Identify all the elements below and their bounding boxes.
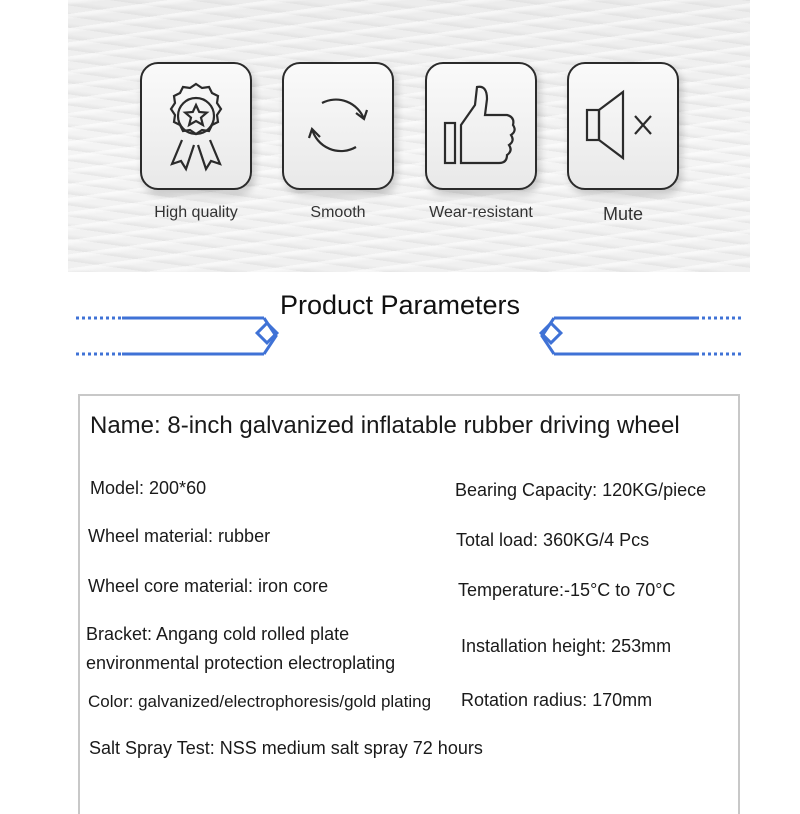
feature-wear-resistant — [425, 62, 537, 221]
right-divider-ornament — [522, 310, 742, 360]
feature-label: High quality — [154, 204, 238, 221]
param-model: Model: 200*60 — [90, 478, 207, 498]
param-rotation-radius: Rotation radius: 170mm — [461, 690, 653, 710]
section-header — [0, 280, 800, 370]
param-wheel-core: Wheel core material: iron core — [88, 576, 329, 596]
feature-icon-box — [567, 62, 679, 190]
parameters-table — [78, 394, 740, 814]
param-wheel-material: Wheel material: rubber — [88, 526, 271, 546]
feature-label: Smooth — [310, 204, 366, 221]
rotate-arrows-icon — [298, 81, 378, 171]
param-color: Color: galvanized/electrophoresis/gold plating — [88, 692, 432, 711]
section-title: Product Parameters — [279, 290, 521, 320]
thumbs-up-icon — [441, 81, 521, 171]
feature-high-quality — [140, 62, 252, 221]
param-salt-spray: Salt Spray Test: NSS medium salt spray 72 hours — [89, 738, 483, 758]
feature-icon-box — [282, 62, 394, 190]
feature-icon-box — [425, 62, 537, 190]
speaker-mute-icon — [583, 86, 663, 166]
param-bracket — [86, 620, 426, 678]
param-total-load: Total load: 360KG/4 Pcs — [456, 530, 650, 550]
param-installation-height: Installation height: 253mm — [461, 636, 672, 656]
param-bracket-line2: environmental protection electroplating — [86, 653, 396, 673]
feature-label: Wear-resistant — [429, 204, 533, 221]
feature-banner — [68, 0, 750, 272]
param-bearing-capacity: Bearing Capacity: 120KG/piece — [455, 480, 707, 500]
param-bracket-line1: Bracket: Angang cold rolled plate — [86, 624, 350, 644]
feature-smooth — [282, 62, 394, 221]
param-name: Name: 8-inch galvanized inflatable rubber driving wheel — [90, 412, 680, 439]
feature-mute — [567, 62, 679, 224]
feature-icon-box — [140, 62, 252, 190]
feature-label: Mute — [602, 204, 644, 224]
award-medal-icon — [156, 76, 236, 176]
param-temperature: Temperature:-15°C to 70°C — [458, 580, 676, 600]
